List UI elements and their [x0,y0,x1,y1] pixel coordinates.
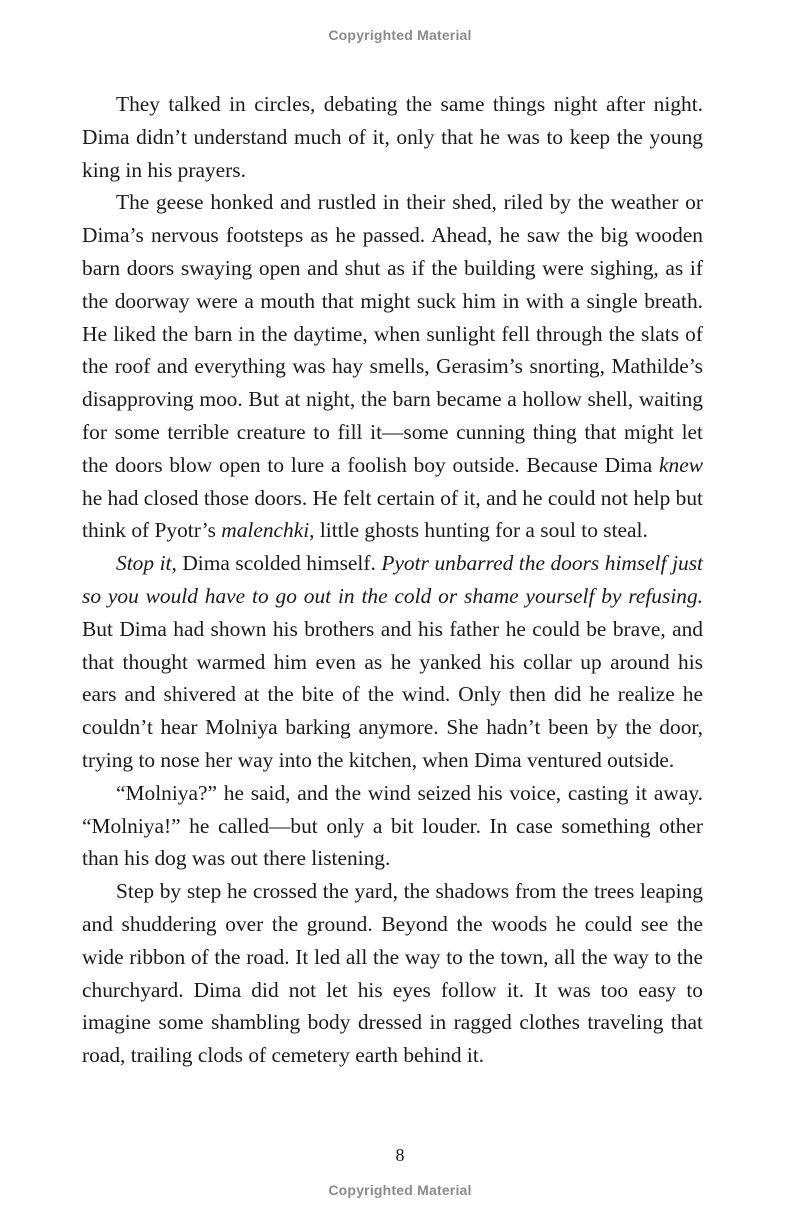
paragraph [82,777,703,875]
text-run: Step by step he crossed the yard, the shadows from the trees leaping and shuddering over the ground. Beyond the woods he could see the wide ribbon of the road. It led all the way to the town, all the way to the churchyard. Dima did not let his eyes follow it. It was too easy to imagine some shambling body dressed in ragged clothes traveling that road, trailing clods of cemetery earth behind it. [82,879,703,1068]
italic-text: knew [659,452,703,477]
text-run: , Dima scolded himself. [171,551,382,576]
copyright-watermark-top: Copyrighted Material [328,27,472,43]
text-run: , little ghosts hunting for a soul to steal. [309,518,648,543]
italic-text: Pyotr unbarred the doors himself just so you would have to go out in the cold or shame yourself by refusing. [82,551,704,608]
text-run: But Dima had shown his brothers and his father he could be brave, and that thought warmed him even as he yanked his collar up around his ears and shivered at the bite of the wind. Only then did he realize he couldn’t hear Molniya barking anymore. She hadn’t been by the door, trying to nose her way into the kitchen, when Dima ventured outside. [82,616,703,772]
paragraph [82,88,703,186]
paragraph [82,547,703,777]
copyright-watermark-bottom: Copyrighted Material [328,1182,472,1198]
text-run: he had closed those doors. He felt certain of it, and he could not help but think of Pyotr’s [82,485,703,543]
page-number: 8 [395,1145,405,1165]
text-run: They talked in circles, debating the same things night after night. Dima didn’t understand much of it, only that he was to keep the young king in his prayers. [82,92,703,182]
paragraph [82,186,703,547]
paragraph [82,875,703,1072]
italic-text: Stop it [116,551,172,576]
text-run: “Molniya?” he said, and the wind seized his voice, casting it away. “Molniya!” he called—but only a bit louder. In case something other than his dog was out there listening. [82,780,703,871]
body-text [82,88,703,1072]
text-run: The geese honked and rustled in their shed, riled by the weather or Dima’s nervous footsteps as he passed. Ahead, he saw the big wooden barn doors swaying open and shut as if the building were sighing, as if the doorway were a mouth that might suck him in with a single breath. He liked the barn in the daytime, when sunlight fell through the slats of the roof and everything was hay smells, Gerasim’s snorting, Mathilde’s disapproving moo. But at night, the barn became a hollow shell, waiting for some terrible creature to fill it—some cunning thing that might let the doors blow open to lure a foolish boy outside. Because Dima [82,190,703,477]
italic-text: malenchki [221,518,310,543]
